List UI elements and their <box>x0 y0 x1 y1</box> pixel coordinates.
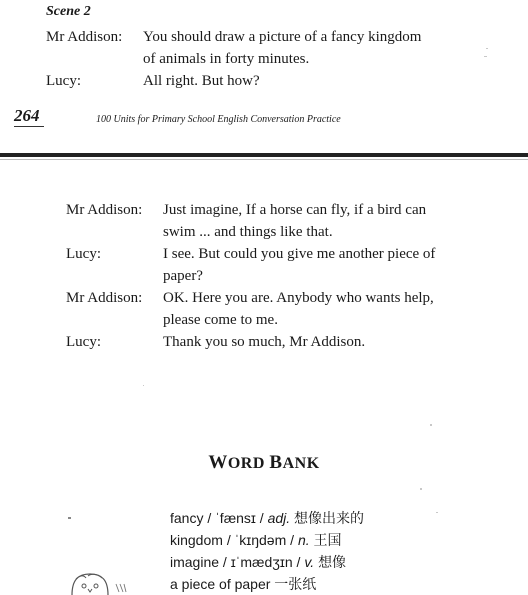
speech-text: Thank you so much, Mr Addison. <box>163 334 366 350</box>
scan-speck <box>143 385 144 386</box>
speaker-label: Lucy: <box>66 246 101 262</box>
vocab-entry <box>170 529 342 551</box>
vocab-meaning: 想像出来的 <box>294 510 365 526</box>
speaker-label: Mr Addison: <box>46 29 123 45</box>
speech-text: of animals in forty minutes. <box>143 51 310 67</box>
speech-text: All right. But how? <box>143 73 260 89</box>
vocab-word: kingdom <box>170 532 223 548</box>
scan-speck <box>486 48 488 49</box>
scene-heading: Scene 2 <box>46 4 91 19</box>
scan-speck <box>68 517 71 519</box>
dialogue-line <box>46 70 516 92</box>
dialogue-line <box>46 26 516 70</box>
vocab-meaning: 想像 <box>318 554 347 570</box>
speaker-label: Mr Addison: <box>66 202 143 218</box>
title-part: ORD <box>227 455 270 472</box>
vocab-phonetic: / ˈfænsɪ / <box>207 510 264 526</box>
vocab-phonetic: / ɪˈmædʒɪn / <box>222 554 301 570</box>
scan-speck <box>430 424 432 426</box>
vocab-entry <box>170 573 316 595</box>
dialogue-line <box>66 199 516 243</box>
vocab-pos: v. <box>304 554 315 570</box>
vocab-pos: n. <box>297 532 310 548</box>
scan-speck <box>436 512 438 513</box>
page-divider-shadow <box>0 159 528 160</box>
vocab-word: a piece of paper <box>170 576 271 592</box>
vocab-entry <box>170 551 346 573</box>
title-initial: B <box>269 452 283 473</box>
cartoon-face-illustration <box>68 570 128 595</box>
title-part: ANK <box>282 455 320 472</box>
vocab-word: fancy <box>170 510 204 526</box>
speech-text: paper? <box>163 268 203 284</box>
vocab-pos: adj. <box>267 510 291 526</box>
speaker-label: Lucy: <box>66 334 101 350</box>
page-number: 264 <box>14 106 40 125</box>
speaker-label: Mr Addison: <box>66 290 143 306</box>
dialogue-line <box>66 331 516 353</box>
speech-text: I see. But could you give me another piece of <box>163 246 436 262</box>
scan-speck <box>484 56 487 57</box>
word-bank-title <box>0 452 528 474</box>
vocab-word: imagine <box>170 554 220 570</box>
speech-text: You should draw a picture of a fancy kingdom <box>143 29 422 45</box>
speech-text: Just imagine, If a horse can fly, if a bird can <box>163 202 427 218</box>
vocab-meaning: 一张纸 <box>274 576 317 592</box>
speech-text: OK. Here you are. Anybody who wants help, <box>163 290 434 306</box>
speech-text: please come to me. <box>163 312 278 328</box>
book-title: 100 Units for Primary School English Conversation Practice <box>96 114 341 125</box>
scan-speck <box>420 488 422 490</box>
vocab-meaning: 王国 <box>313 532 342 548</box>
dialogue-line <box>66 287 516 331</box>
dialogue-line <box>66 243 516 287</box>
page-number-underline <box>14 126 44 127</box>
title-initial: W <box>208 452 228 473</box>
vocab-entry <box>170 507 364 529</box>
speech-text: swim ... and things like that. <box>163 224 333 240</box>
page-divider <box>0 153 528 157</box>
speaker-label: Lucy: <box>46 73 81 89</box>
vocab-phonetic: / ˈkɪŋdəm / <box>226 532 295 548</box>
